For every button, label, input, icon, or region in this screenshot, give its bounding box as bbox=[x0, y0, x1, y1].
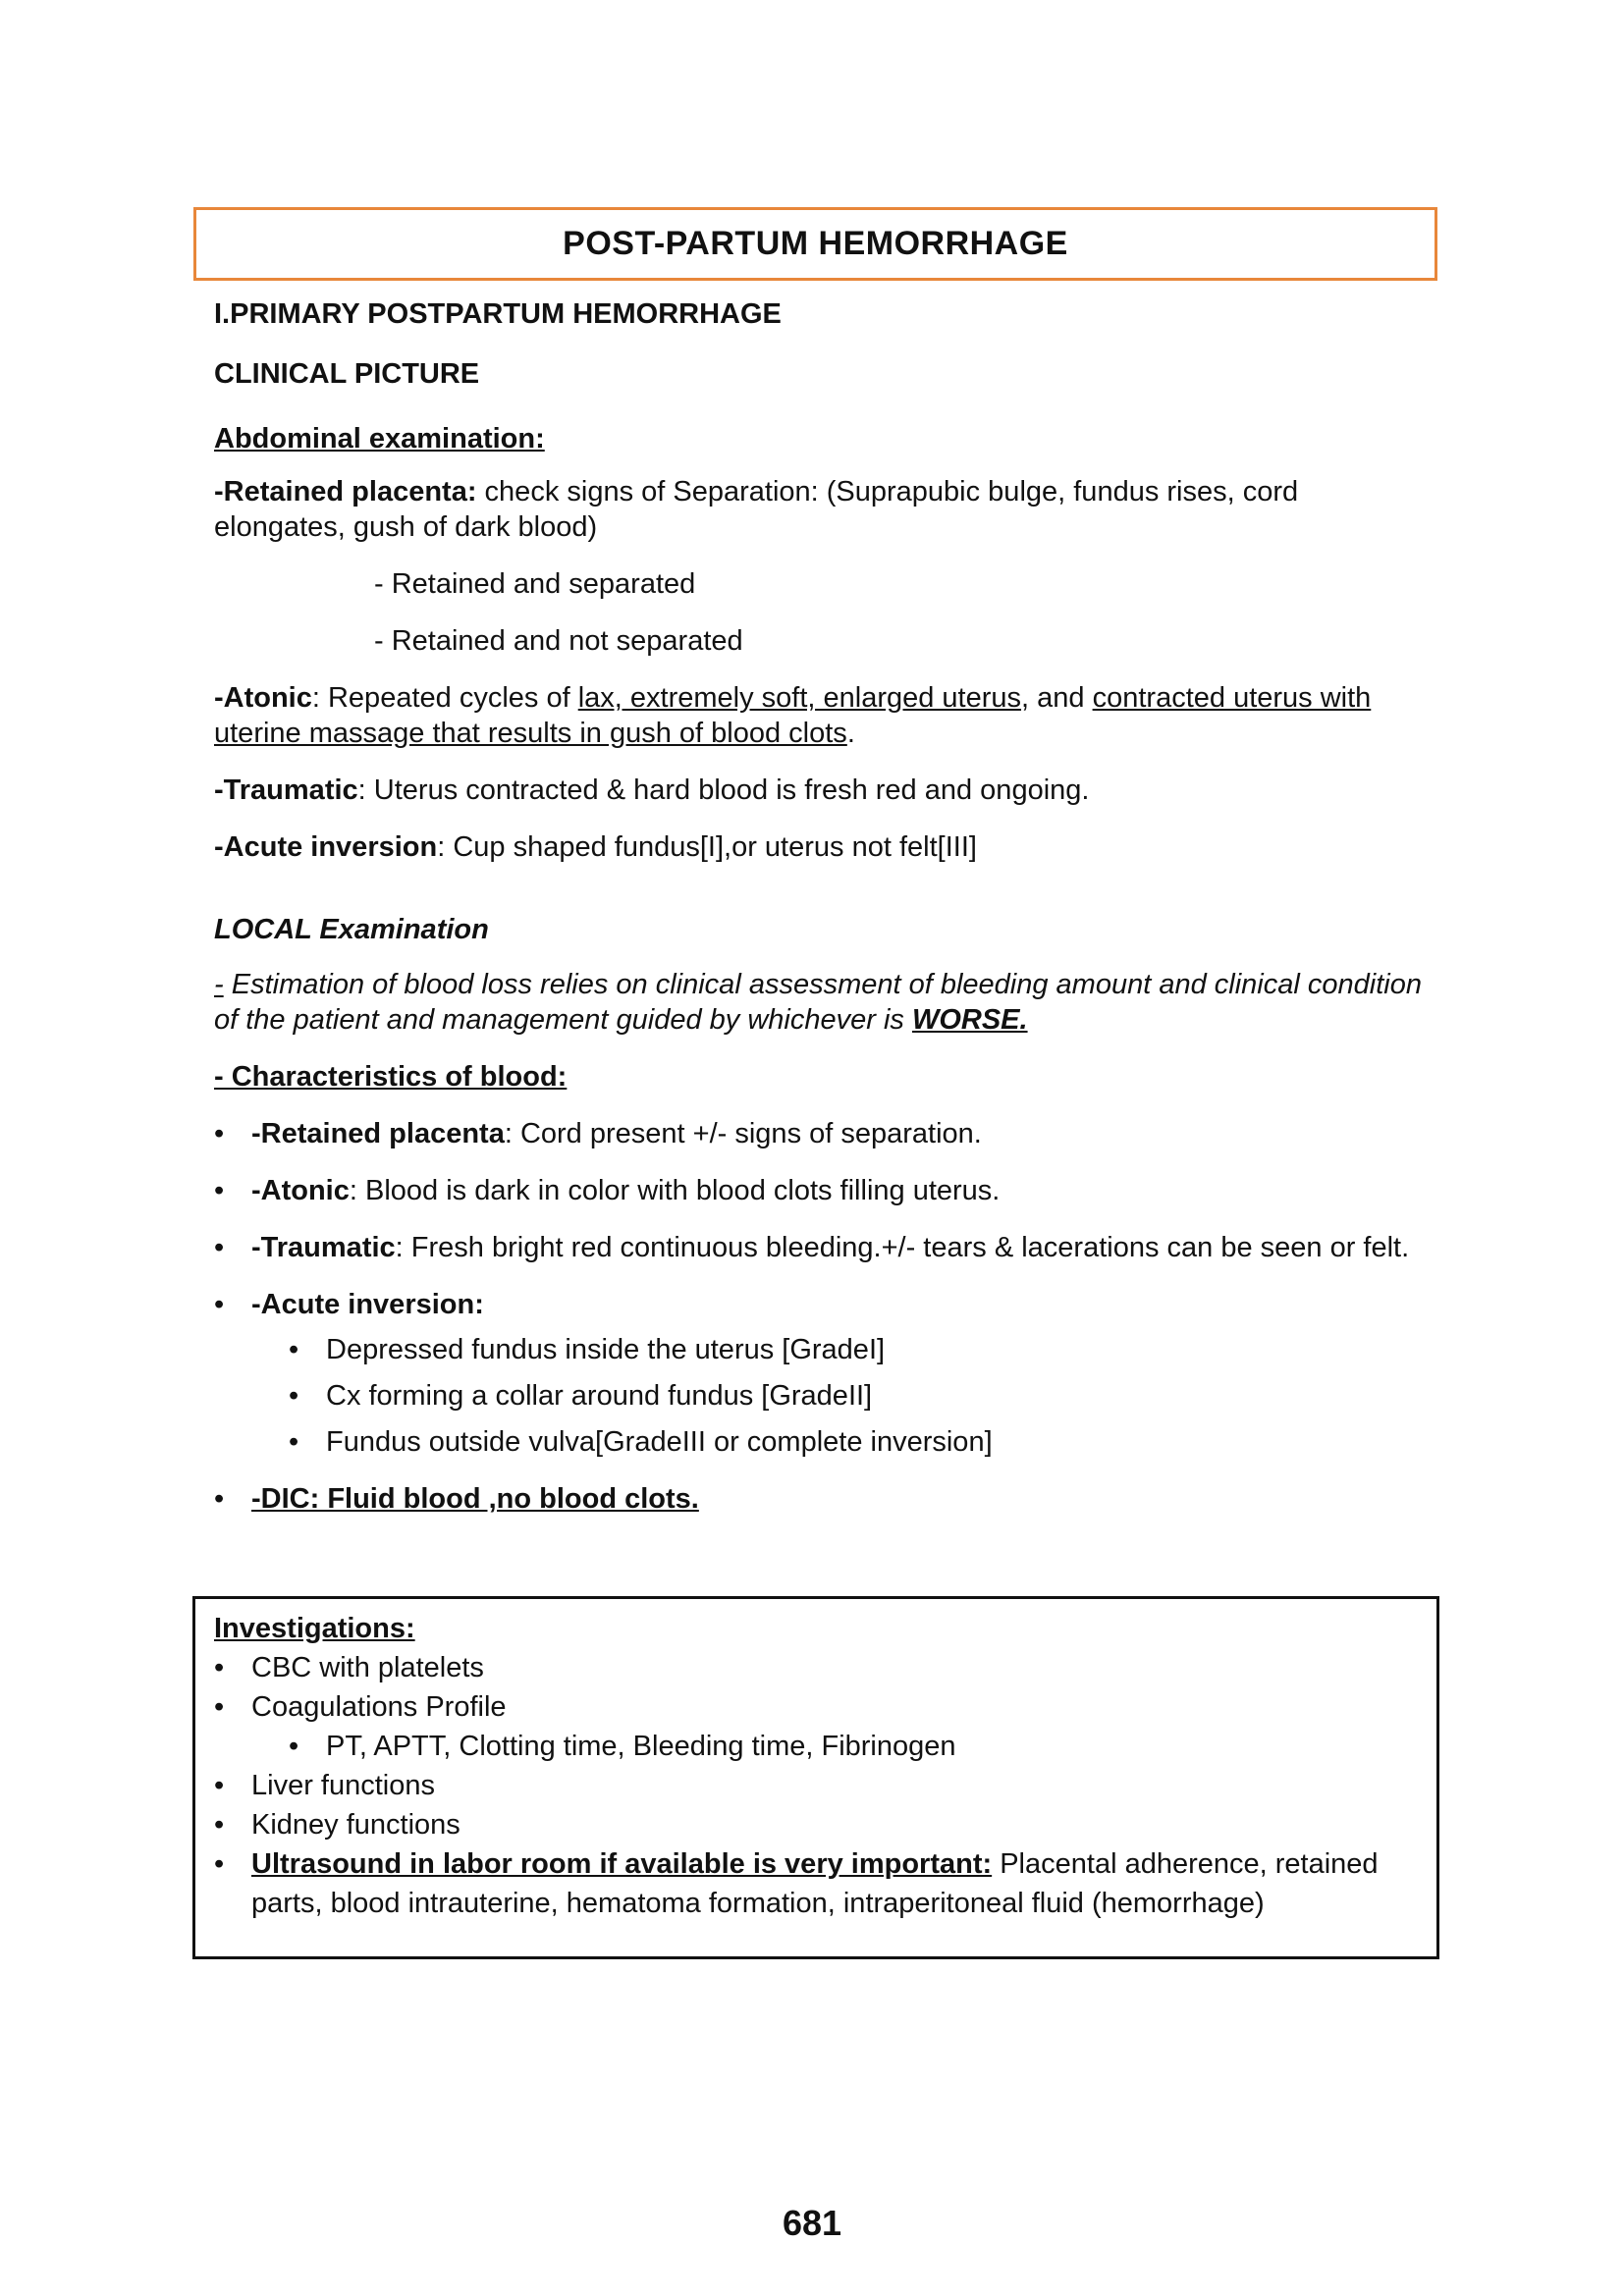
inversion-text: : Cup shaped fundus[I],or uterus not felt[III] bbox=[437, 831, 977, 863]
main-content bbox=[214, 296, 1432, 1538]
investigations-list bbox=[214, 1648, 1418, 1923]
list-item bbox=[214, 1844, 1418, 1923]
item-text: : Cord present +/- signs of separation. bbox=[504, 1118, 982, 1149]
list-item: • CBC with platelets bbox=[214, 1648, 1418, 1687]
atonic-text-3: . bbox=[846, 718, 855, 749]
dic-text: -DIC: Fluid blood ,no blood clots. bbox=[251, 1483, 699, 1515]
list-item bbox=[214, 1230, 1432, 1265]
list-item: • Liver functions bbox=[214, 1766, 1418, 1805]
traumatic-para bbox=[214, 773, 1432, 808]
atonic-underline-2: contracted uterus with uterine massage that results in gush of blood clots bbox=[214, 682, 1372, 749]
traumatic-text: : Uterus contracted & hard blood is fresh red and ongoing. bbox=[357, 774, 1090, 806]
page-number: 681 bbox=[782, 2203, 842, 2243]
retained-placenta-para bbox=[214, 474, 1432, 545]
investigations-heading: Investigations: bbox=[214, 1613, 415, 1644]
item-label: -Retained placenta bbox=[251, 1118, 505, 1149]
list-item-dic bbox=[214, 1481, 1432, 1517]
abdominal-heading: Abdominal examination: bbox=[214, 423, 545, 454]
atonic-text-1: : Repeated cycles of bbox=[311, 682, 578, 714]
list-item: • Kidney functions bbox=[214, 1805, 1418, 1844]
estimation-dash: - bbox=[214, 969, 224, 1000]
retained-text: check signs of Separation: (Suprapubic bulge, fundus rises, cord elongates, gush of dark blood) bbox=[214, 476, 1299, 543]
estimation-text: Estimation of blood loss relies on clinical assessment of bleeding amount and clinical condition of the patient and management guided by whichever is bbox=[214, 969, 1422, 1036]
item-label: -Traumatic bbox=[251, 1232, 396, 1263]
grade-item: • Fundus outside vulva[GradeIII or complete inversion] bbox=[289, 1424, 1432, 1460]
investigations-box bbox=[192, 1596, 1439, 1959]
characteristics-heading: - Characteristics of blood: bbox=[214, 1061, 568, 1093]
grade-item: • Depressed fundus inside the uterus [GradeI] bbox=[289, 1332, 1432, 1367]
atonic-label: -Atonic bbox=[214, 682, 312, 714]
section-heading: I.PRIMARY POSTPARTUM HEMORRHAGE bbox=[214, 298, 782, 330]
list-item-acute-inversion bbox=[214, 1287, 1432, 1460]
inversion-grades-list bbox=[251, 1332, 1432, 1460]
item-text: : Blood is dark in color with blood clots filling uterus. bbox=[349, 1175, 1001, 1206]
traumatic-label: -Traumatic bbox=[214, 774, 358, 806]
item-label: -Atonic bbox=[251, 1175, 350, 1206]
atonic-underline-1: lax, extremely soft, enlarged uterus bbox=[577, 682, 1022, 714]
grade-item: • Cx forming a collar around fundus [GradeII] bbox=[289, 1378, 1432, 1414]
inversion-para bbox=[214, 829, 1432, 865]
characteristics-list bbox=[214, 1116, 1432, 1517]
list-item bbox=[214, 1173, 1432, 1208]
local-heading: LOCAL Examination bbox=[214, 914, 489, 945]
coag-sub-item: • PT, APTT, Clotting time, Bleeding time, Fibrinogen bbox=[289, 1727, 1418, 1766]
page-title: POST-PARTUM HEMORRHAGE bbox=[563, 225, 1068, 262]
coag-label: Coagulations Profile bbox=[251, 1691, 507, 1723]
retained-sub-1: - Retained and separated bbox=[374, 568, 696, 600]
estimation-para bbox=[214, 967, 1432, 1038]
clinical-picture-heading: CLINICAL PICTURE bbox=[214, 358, 480, 390]
list-item bbox=[214, 1116, 1432, 1151]
retained-sub-2: - Retained and not separated bbox=[374, 625, 743, 657]
coag-sub-list bbox=[251, 1727, 1418, 1766]
atonic-text-2: , and bbox=[1021, 682, 1093, 714]
atonic-para bbox=[214, 680, 1432, 751]
worse-emphasis: WORSE. bbox=[911, 1004, 1028, 1036]
inversion-label: -Acute inversion bbox=[214, 831, 438, 863]
ultrasound-text: Placental adherence, retained parts, blood intrauterine, hematoma formation, intraperitoneal fluid (hemorrhage) bbox=[251, 1848, 1379, 1919]
list-item bbox=[214, 1687, 1418, 1766]
inversion-item-label: -Acute inversion: bbox=[251, 1289, 484, 1320]
title-box bbox=[193, 207, 1437, 281]
retained-label: -Retained placenta: bbox=[214, 476, 477, 507]
ultrasound-label: Ultrasound in labor room if available is very important: bbox=[251, 1848, 993, 1880]
item-text: : Fresh bright red continuous bleeding.+/- tears & lacerations can be seen or felt. bbox=[395, 1232, 1410, 1263]
